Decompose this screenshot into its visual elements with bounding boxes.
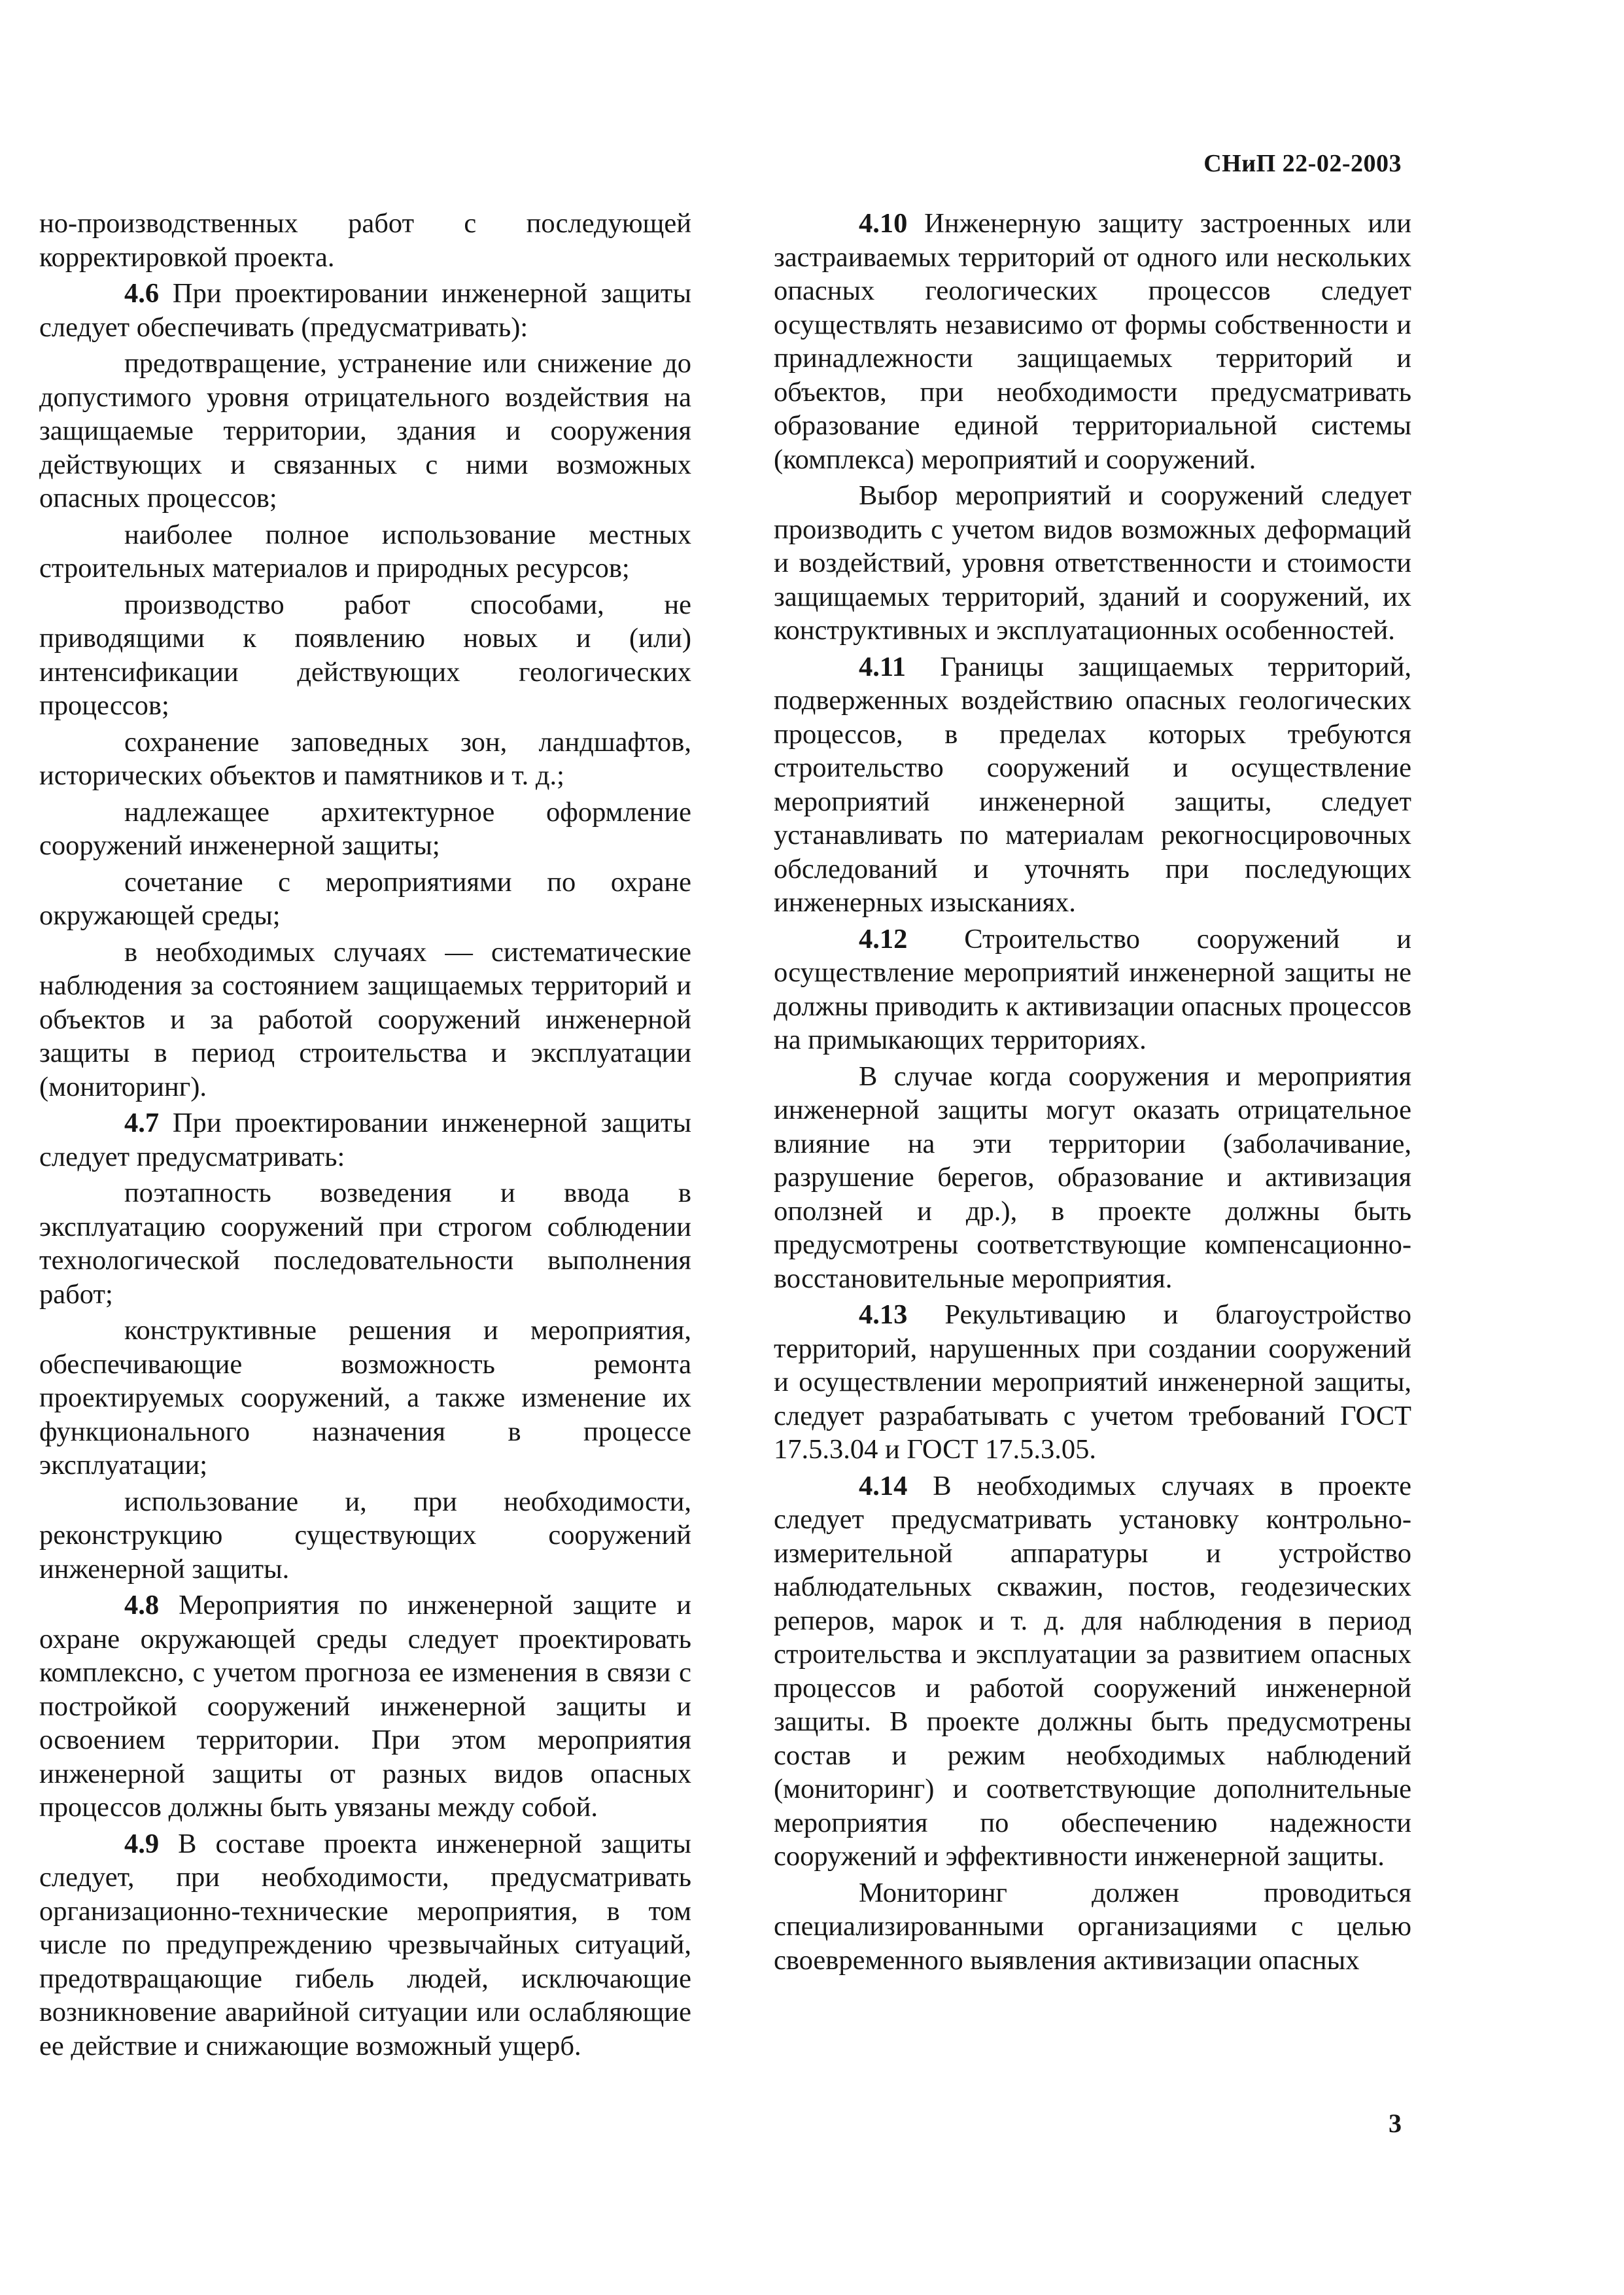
paragraph-text: Выбор мероприятий и сооружений следует производить с учетом видов возможных деформаций и воздействий, уровня ответственности и стоимости защищаемых территорий, зданий и сооружений, их конструктивных и эксплуатационных особенностей. bbox=[774, 480, 1411, 646]
list-item bbox=[39, 796, 691, 863]
list-item bbox=[39, 1485, 691, 1586]
clause-number: 4.9 bbox=[124, 1828, 160, 1859]
list-item bbox=[39, 866, 691, 933]
clause-number: 4.10 bbox=[859, 208, 908, 239]
page-number: 3 bbox=[1389, 2109, 1402, 2138]
paragraph-text: В случае когда сооружения и мероприятия инженерной защиты могут оказать отрицательное влияние на эти территории (заболачивание, разрушение берегов, образование и активизация оползней и др.), в проекте должны быть предусмотрены соответствующие компенсационно-восстановительные мероприятия. bbox=[774, 1060, 1411, 1294]
paragraph bbox=[39, 207, 691, 274]
list-item-text: сохранение заповедных зон, ландшафтов, исторических объектов и памятников и т. д.; bbox=[39, 726, 691, 791]
paragraph-text: но-производственных работ с последующей корректировкой проекта. bbox=[39, 208, 691, 273]
clause-paragraph bbox=[774, 650, 1411, 920]
paragraph bbox=[774, 1060, 1411, 1296]
list-item bbox=[39, 588, 691, 723]
list-item-text: использование и, при необходимости, реконструкцию существующих сооружений инженерной защиты. bbox=[39, 1486, 691, 1585]
clause-number: 4.12 bbox=[859, 923, 908, 955]
paragraph bbox=[774, 1876, 1411, 1978]
clause-paragraph bbox=[774, 207, 1411, 476]
clause-text: Рекультивацию и благоустройство территорий, нарушенных при создании сооружений и осуществлении мероприятий инженерной защиты, следует разрабатывать с учетом требований ГОСТ 17.5.3.04 и ГОСТ 17.5.3.05. bbox=[774, 1299, 1411, 1465]
list-item bbox=[39, 518, 691, 586]
list-item bbox=[39, 726, 691, 793]
clause-text: Границы защищаемых территорий, подверженных воздействию опасных геологических процессов, в пределах которых требуются строительство сооружений и осуществление мероприятий инженерной защиты, следует устанавливать по материалам рекогносцировочных обследований и уточнять при последующих инженерных изысканиях. bbox=[774, 651, 1411, 918]
list-item bbox=[39, 936, 691, 1104]
clause-text: Инженерную защиту застроенных или застраиваемых территорий от одного или нескольких опасных геологических процессов следует осуществлять независимо от формы собственности и принадлежности защищаемых территорий и объектов, при необходимости предусматривать образование единой территориальной системы (комплекса) мероприятий и сооружений. bbox=[774, 208, 1411, 475]
clause-number: 4.6 bbox=[124, 278, 160, 309]
list-item bbox=[39, 1314, 691, 1482]
clause-number: 4.14 bbox=[859, 1470, 908, 1501]
list-item-text: предотвращение, устранение или снижение до допустимого уровня отрицательного воздействия на защищаемые территории, здания и сооружения действующих и связанных с ними возможных опасных процессов; bbox=[39, 348, 691, 514]
clause-paragraph bbox=[774, 922, 1411, 1057]
clause-paragraph bbox=[774, 1298, 1411, 1467]
clause-number: 4.7 bbox=[124, 1108, 160, 1138]
clause-text: При проектировании инженерной защиты следует предусматривать: bbox=[39, 1108, 691, 1172]
clause-paragraph bbox=[39, 1588, 691, 1825]
right-column bbox=[774, 207, 1411, 1980]
clause-text: В составе проекта инженерной защиты следует, при необходимости, предусматривать организационно-технические мероприятия, в том числе по предупреждению чрезвычайных ситуаций, предотвращающие гибель людей, исключающие возникновение аварийной ситуации или ослабляющие ее действие и снижающие возможный ущерб. bbox=[39, 1828, 691, 2061]
clause-text: Строительство сооружений и осуществление мероприятий инженерной защиты не должны приводить к активизации опасных процессов на примыкающих территориях. bbox=[774, 923, 1412, 1055]
clause-number: 4.11 bbox=[859, 651, 907, 682]
paragraph bbox=[774, 479, 1411, 648]
list-item-text: надлежащее архитектурное оформление сооружений инженерной защиты; bbox=[39, 796, 691, 861]
clause-text: Мероприятия по инженерной защите и охране окружающей среды следует проектировать комплексно, с учетом прогноза ее изменения в связи с постройкой сооружений инженерной защиты и освоением территории. При этом мероприятия инженерной защиты от разных видов опасных процессов должны быть увязаны между собой. bbox=[39, 1590, 691, 1823]
clause-paragraph bbox=[39, 1827, 691, 2063]
list-item-text: наиболее полное использование местных строительных материалов и природных ресурсов; bbox=[39, 519, 691, 584]
running-title: СНиП 22-02-2003 bbox=[1203, 150, 1402, 177]
list-item bbox=[39, 1176, 691, 1311]
list-item-text: конструктивные решения и мероприятия, обеспечивающие возможность ремонта проектируемых сооружений, а также изменение их функционального назначения в процессе эксплуатации; bbox=[39, 1315, 691, 1480]
clause-number: 4.13 bbox=[859, 1299, 908, 1330]
clause-text: В необходимых случаях в проекте следует предусматривать установку контрольно-измерительной аппаратуры и устройство наблюдательных скважин, постов, геодезических реперов, марок и т. д. для наблюдения в период строительства и эксплуатации за развитием опасных процессов и работой сооружений инженерной защиты. В проекте должны быть предусмотрены состав и режим необходимых наблюдений (мониторинг) и соответствующие дополнительные мероприятия по обеспечению надежности сооружений и эффективности инженерной защиты. bbox=[774, 1470, 1411, 1872]
list-item-text: производство работ способами, не приводящими к появлению новых и (или) интенсификации действующих геологических процессов; bbox=[39, 589, 691, 721]
list-item bbox=[39, 347, 691, 516]
clause-paragraph bbox=[39, 1106, 691, 1174]
clause-number: 4.8 bbox=[124, 1590, 160, 1621]
list-item-text: сочетание с мероприятиями по охране окружающей среды; bbox=[39, 866, 691, 931]
list-item-text: в необходимых случаях — систематические наблюдения за состоянием защищаемых территорий и объектов и за работой сооружений инженерной защиты в период строительства и эксплуатации (мониторинг). bbox=[39, 936, 691, 1102]
clause-paragraph bbox=[774, 1469, 1411, 1874]
clause-paragraph bbox=[39, 277, 691, 344]
clause-text: При проектировании инженерной защиты следует обеспечивать (предусматривать): bbox=[39, 278, 691, 343]
paragraph-text: Мониторинг должен проводиться специализированными организациями с целью своевременного выявления активизации опасных bbox=[774, 1877, 1411, 1976]
list-item-text: поэтапность возведения и ввода в эксплуатацию сооружений при строгом соблюдении технологической последовательности выполнения работ; bbox=[39, 1178, 691, 1310]
left-column bbox=[39, 207, 691, 2065]
